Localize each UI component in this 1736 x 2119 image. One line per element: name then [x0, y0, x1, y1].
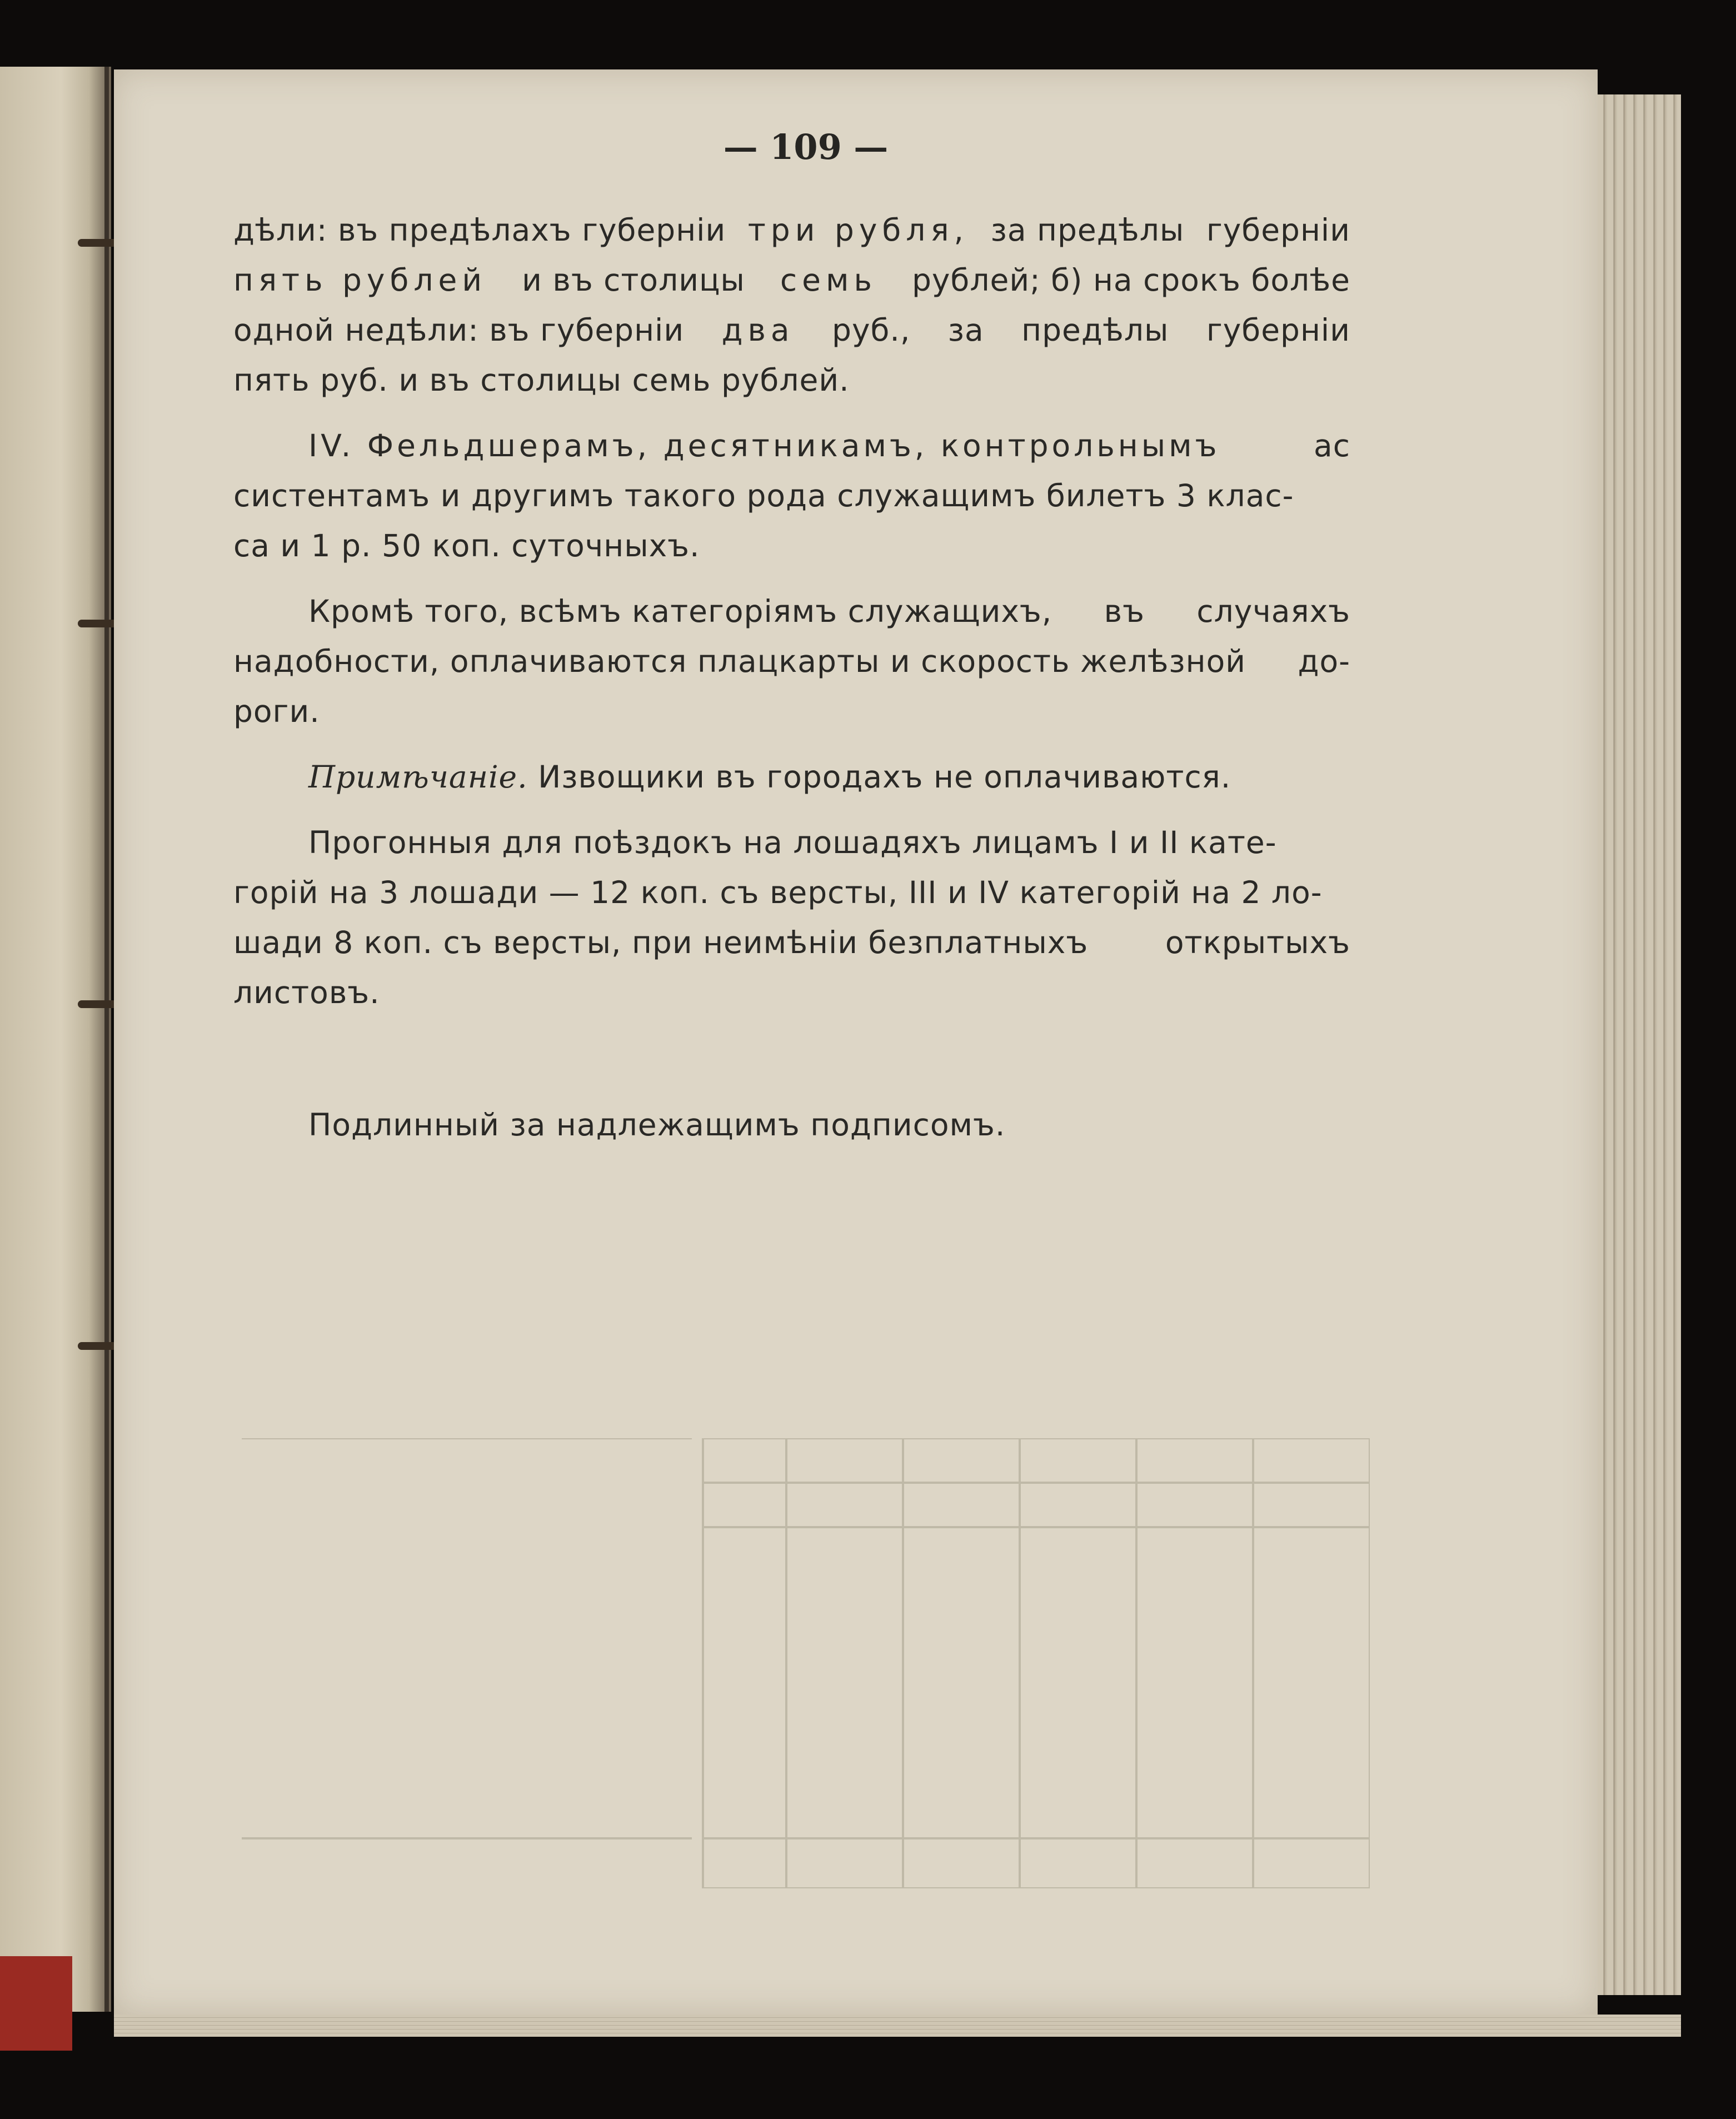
text-line: са и 1 р. 50 коп. суточныхъ. [233, 528, 700, 564]
note-text: Извощики въ городахъ не оплачиваются. [538, 759, 1231, 795]
text-line: систентамъ и другимъ такого рода служащимъ билетъ 3 клас- [233, 478, 1294, 513]
page-stack-edges [1598, 94, 1681, 1995]
text-line: дѣли: въ предѣлахъ губерніи три рубля, за предѣлы губерніи [233, 212, 1350, 248]
left-page-edge [0, 67, 111, 2012]
text-line: листовъ. [233, 975, 380, 1010]
text-line: горій на 3 лошади — 12 коп. съ версты, III и IV категорій на 2 ло- [233, 875, 1323, 910]
text-line: Прогонныя для поѣздокъ на лошадяхъ лицамъ I и II кате- [308, 825, 1277, 860]
text-line: одной недѣли: въ губерніи два руб., за предѣлы губерніи [233, 312, 1350, 348]
note-label: Примѣчаніе. [308, 759, 528, 795]
text-line: пять руб. и въ столицы семь рублей. [233, 362, 850, 398]
text-line: роги. [233, 694, 320, 729]
bleed-through-table [242, 1438, 1370, 1888]
text-line: пять рублей и въ столицы семь рублей; б) на срокъ болѣе [233, 262, 1350, 298]
text-line: IV. Фельдшерамъ, десятникамъ, контрольнымъ ас [308, 428, 1350, 463]
signature-line: Подлинный за надлежащимъ подписомъ. [308, 1107, 1006, 1143]
text-line: шади 8 коп. съ версты, при неимѣніи безплатныхъ открытыхъ [233, 925, 1350, 960]
page-stack-bottom [114, 2015, 1681, 2037]
book-spine [104, 67, 109, 2012]
text-line: надобности, оплачиваются плацкарты и скорость желѣзной до- [233, 644, 1350, 679]
page-number: — 109 — [723, 127, 889, 167]
note-line [308, 754, 1350, 800]
text-line: Кромѣ того, всѣмъ категоріямъ служащихъ, въ случаяхъ [308, 594, 1350, 629]
red-book-rim [0, 1956, 72, 2051]
